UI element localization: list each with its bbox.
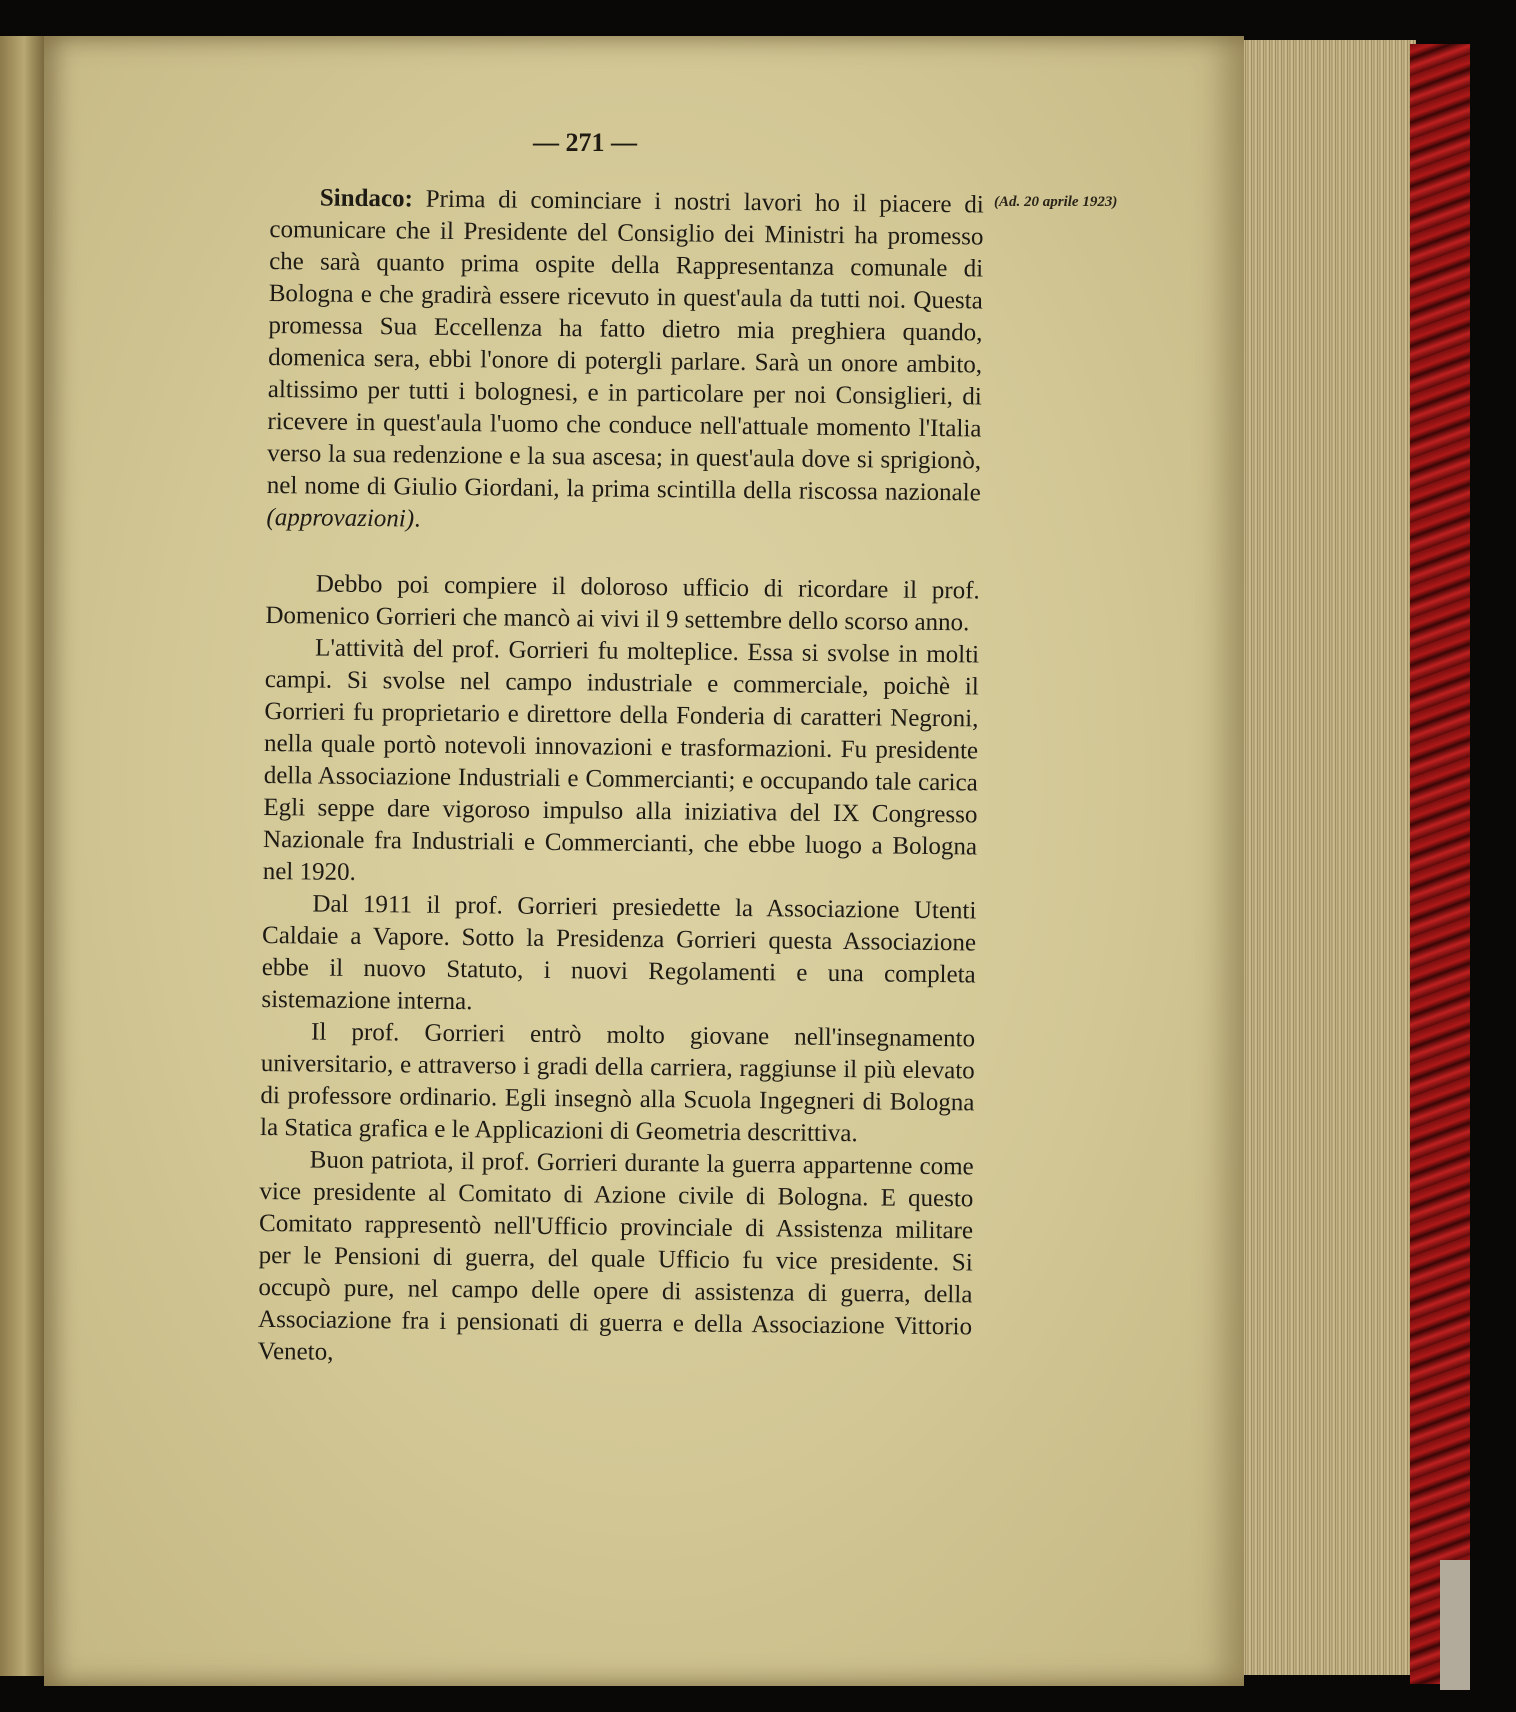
- left-page-edge: [0, 36, 48, 1676]
- page-stack-edge: [1240, 40, 1416, 1675]
- paragraph-italic: (approvazioni): [266, 503, 415, 533]
- margin-date-note: (Ad. 20 aprile 1923): [994, 194, 1118, 210]
- paragraph-text: Prima di cominciare i nostri lavori ho il piacere di comunicare che il Presidente del Consiglio dei Ministri ha promesso che sarà quanto prima ospite della Rappresentanza comunale di Bologna e che gradirà essere ricevuto in quest'aula da tutti noi. Questa promessa Sua Eccellenza ha fatto dietro mia preghiera quando, domenica sera, ebbi l'onore di potergli parlare. Sarà un onore ambito, altissimo per tutti i bolognesi, e in particolare per noi Consiglieri, di ricevere in quest'aula l'uomo che conduce nell'attuale momento l'Italia verso la sua redenzione e la sua ascesa; in quest'aula dove si sprigionò, nel nome di Giulio Giordani, la prima scintilla della riscossa nazionale: [266, 185, 984, 507]
- paragraph: Il prof. Gorrieri entrò molto giovane nell'insegnamento universitario, e attraverso i gradi della carriera, raggiunse il più elevato di professore ordinario. Egli insegnò alla Scuola Ingegneri di Bologna la Statica grafica e le Applicazioni di Geometria descrittiva.: [259, 1018, 976, 1148]
- paragraph: Dal 1911 il prof. Gorrieri presiedette la Associazione Utenti Caldaie a Vapore. Sotto la Presidenza Gorrieri questa Associazione ebbe il nuovo Statuto, i nuovi Regolamenti e una completa sistemazione interna.: [261, 890, 977, 1016]
- paragraph: Debbo poi compiere il doloroso ufficio di ricordare il prof. Domenico Gorrieri che mancò ai vivi il 9 settembre dello scorso anno.: [265, 570, 980, 637]
- speaker-label: Sindaco:: [319, 184, 414, 213]
- paragraph-tail: .: [414, 505, 421, 533]
- paragraph: L'attività del prof. Gorrieri fu molteplice. Essa si svolse in molti campi. Si svolse nel campo industriale e commerciale, poichè il Gorrieri fu proprietario e direttore della Fonderia di caratteri Negroni, nella quale portò notevoli innovazioni e trasformazioni. Fu presidente della Associazione Industriali e Commercianti; e occupando tale carica Egli seppe dare vigoroso impulso alla iniziativa del IX Congresso Nazionale fra Industriali e Commercianti, che ebbe luogo a Bologna nel 1920.: [262, 634, 980, 886]
- paragraph: Buon patriota, il prof. Gorrieri durante la guerra appartenne come vice presidente al Comitato di Azione civile di Bologna. E questo Comitato rappresentò nell'Ufficio provinciale di Assistenza militare per le Pensioni di guerra, del quale Ufficio fu vice presidente. Si occupò pure, nel campo delle opere di assistenza di guerra, della Associazione fra i pensionati di guerra e della Associazione Vittorio Veneto,: [257, 1146, 974, 1366]
- page-body: [258, 182, 984, 1375]
- cover-corner: [1440, 1560, 1470, 1690]
- page-number: — 271 —: [533, 128, 637, 157]
- paragraph: [266, 182, 984, 541]
- marbled-cover: [1410, 44, 1470, 1684]
